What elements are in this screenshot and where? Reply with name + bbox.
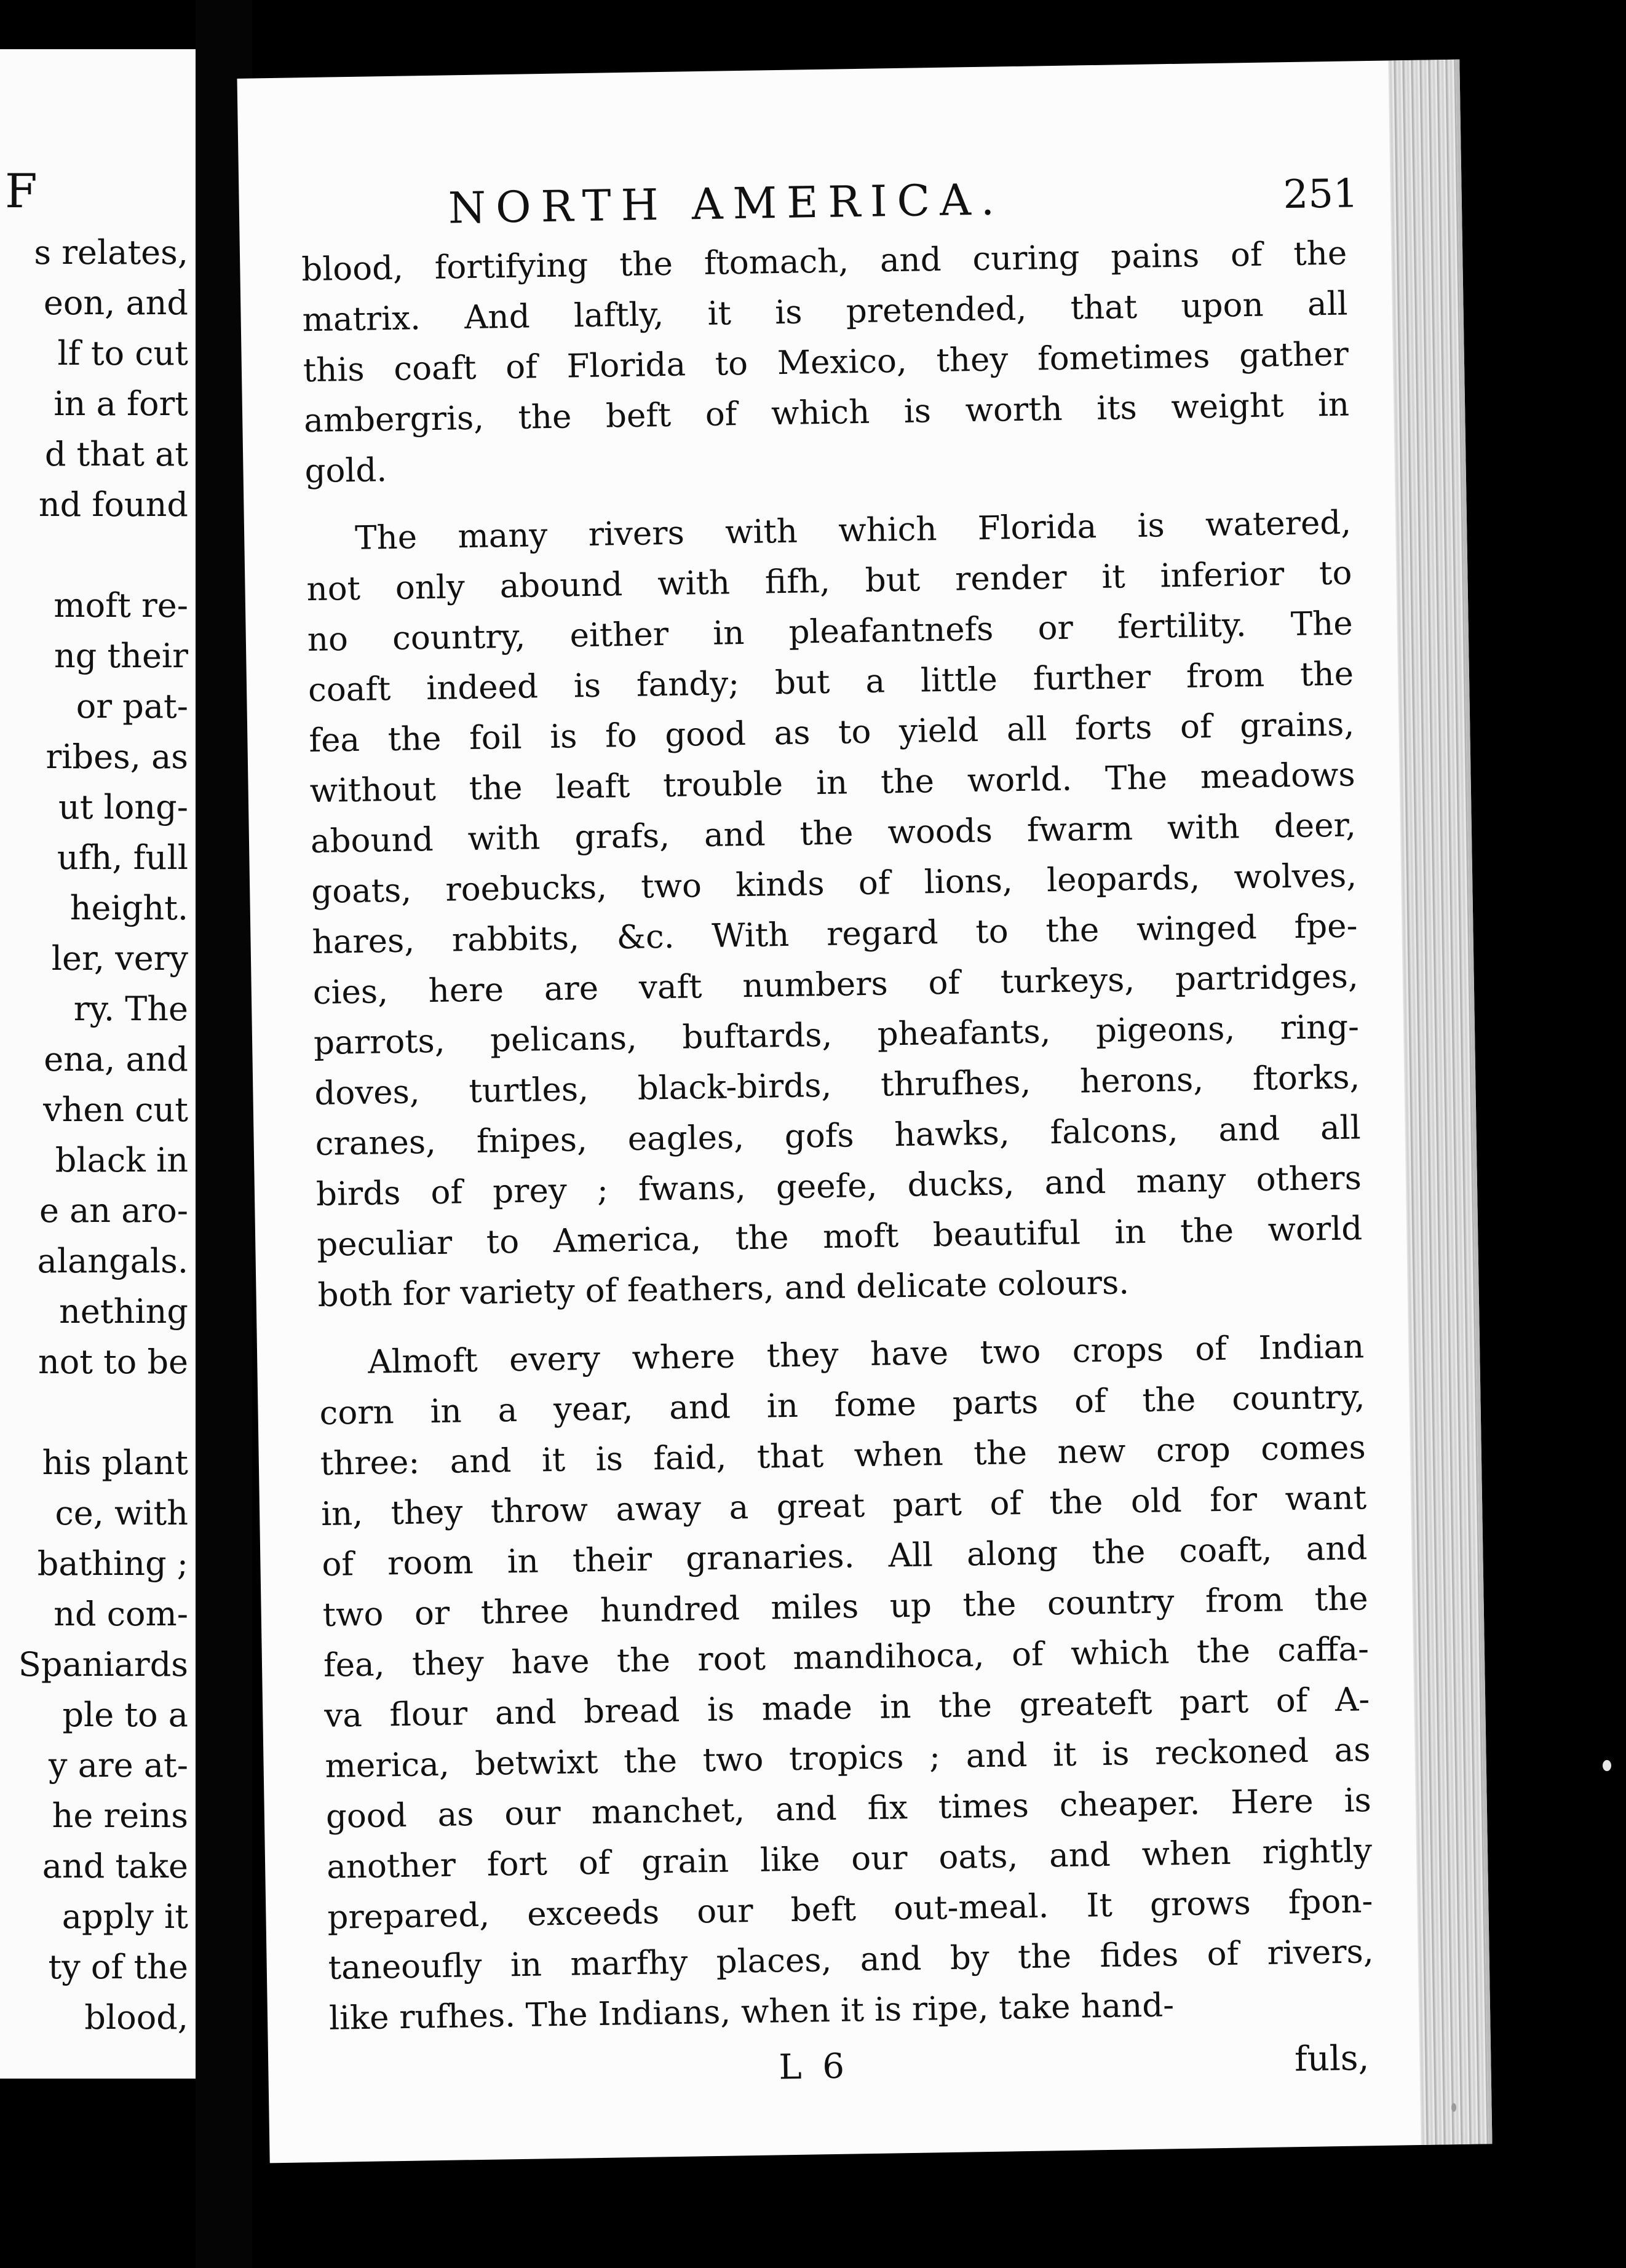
- left-page-line: eon, and: [43, 284, 188, 322]
- text-line: another fort of grain like our oats, and when rightly: [326, 1832, 1373, 1886]
- left-page-line: ng their: [54, 636, 188, 675]
- text-line: coaft indeed is fandy; but a little further from the: [307, 655, 1354, 710]
- scan-speck: [1451, 2103, 1456, 2112]
- paragraph: [306, 498, 1363, 1321]
- left-page-line: bathing ;: [37, 1544, 188, 1583]
- left-page-line: nething: [59, 1292, 188, 1331]
- text-line: this coaft of Florida to Mexico, they fometimes gather: [303, 335, 1349, 390]
- left-page-line: ut long-: [58, 788, 188, 827]
- left-page-line: he reins: [52, 1796, 188, 1835]
- page-251: [237, 60, 1492, 2163]
- paragraph: [301, 229, 1350, 498]
- left-page-line: ler, very: [51, 939, 188, 978]
- text-line: ambergris, the beft of which is worth its weight in: [303, 386, 1350, 440]
- page-edges: [1388, 60, 1488, 2145]
- scan-speck: [1603, 1760, 1611, 1771]
- left-page-line: ena, and: [44, 1040, 188, 1079]
- left-page-line: d that at: [44, 435, 188, 474]
- left-page-line: lf to cut: [57, 334, 188, 373]
- left-page-line: vhen cut: [43, 1090, 188, 1129]
- text-line: goats, roebucks, two kinds of lions, leopards, wolves,: [311, 857, 1357, 911]
- text-line: without the leaft trouble in the world. The meadows: [309, 756, 1355, 811]
- text-line: in, they throw away a great part of the old for want: [320, 1479, 1367, 1533]
- text-line: fea, they have the root mandihoca, of which the caffa-: [323, 1630, 1370, 1684]
- text-line: taneoufly in marfhy places, and by the fides of rivers,: [328, 1933, 1374, 1987]
- left-page-line: apply it: [61, 1897, 188, 1936]
- paragraph: [319, 1322, 1375, 2044]
- text-line: two or three hundred miles up the country from the: [322, 1580, 1369, 1634]
- left-page-line: nd found: [38, 485, 188, 524]
- left-page-line: black in: [55, 1141, 188, 1180]
- left-page-line: in a fort: [54, 384, 188, 423]
- text-line: hares, rabbits, &c. With regard to the winged fpe-: [312, 907, 1358, 962]
- text-line: va flour and bread is made in the greateft part of A-: [323, 1681, 1370, 1735]
- page-number: 251: [1282, 171, 1359, 218]
- text-line: good as our manchet, and fix times cheaper. Here is: [325, 1782, 1372, 1836]
- text-line: prepared, exceeds our beft out-meal. It grows fpon-: [327, 1882, 1373, 1937]
- left-page-line: ce, with: [55, 1494, 188, 1532]
- left-page-line: moft re-: [54, 586, 188, 625]
- left-page-line: height.: [69, 889, 188, 927]
- text-line: both for variety of feathers, and delicate colours.: [317, 1264, 1130, 1315]
- text-line: fea the foil is fo good as to yield all forts of grains,: [308, 705, 1355, 760]
- left-page-line: ple to a: [62, 1695, 188, 1734]
- text-line: three: and it is faid, that when the new crop comes: [320, 1429, 1366, 1483]
- left-page-line: ty of the: [48, 1948, 188, 1986]
- text-line: not only abound with fifh, but render it inferior to: [306, 554, 1352, 609]
- left-page-line: not to be: [38, 1342, 188, 1381]
- text-line: The many rivers with which Florida is watered,: [354, 504, 1352, 557]
- facing-page-left: [0, 49, 196, 2079]
- body-text: [301, 229, 1375, 2044]
- text-line: cranes, fnipes, eagles, gofs hawks, falcons, and all: [315, 1109, 1361, 1164]
- left-page-line: [0, 530, 188, 581]
- left-page-line: and take: [42, 1847, 188, 1885]
- text-line: matrix. And laftly, it is pretended, that upon all: [302, 285, 1348, 339]
- text-line: parrots, pelicans, buftards, pheafants, pigeons, ring-: [313, 1008, 1360, 1063]
- left-page-line: ufh, full: [57, 838, 188, 877]
- text-line: of room in their granaries. All along the coaft, and: [321, 1529, 1368, 1584]
- left-page-line: blood,: [84, 1998, 188, 2037]
- left-page-line: y are at-: [49, 1746, 188, 1785]
- left-page-text: [0, 228, 188, 2043]
- left-page-line: alangals.: [37, 1242, 188, 1280]
- text-line: Almoft every where they have two crops of Indian: [367, 1328, 1365, 1381]
- text-line: cies, here are vaft numbers of turkeys, partridges,: [312, 958, 1359, 1012]
- running-head: [448, 169, 1371, 239]
- left-running-head-fragment: F: [5, 164, 38, 218]
- left-page-line: ribes, as: [46, 737, 188, 776]
- catchword: fuls,: [1294, 2038, 1370, 2080]
- page-footer: [330, 2038, 1376, 2110]
- left-page-line: nd com-: [54, 1595, 188, 1633]
- text-line: birds of prey ; fwans, geefe, ducks, and many others: [315, 1159, 1362, 1214]
- text-line: merica, betwixt the two tropics ; and it is reckoned as: [325, 1731, 1371, 1785]
- left-page-line: s relates,: [34, 233, 188, 272]
- text-line: doves, turtles, black-birds, thrufhes, herons, ftorks,: [314, 1058, 1360, 1113]
- text-line: abound with grafs, and the woods fwarm with deer,: [310, 806, 1357, 861]
- text-line: peculiar to America, the moft beautiful in the world: [316, 1210, 1363, 1264]
- left-page-line: ry. The: [73, 989, 188, 1028]
- left-page-line: or pat-: [76, 687, 188, 726]
- left-page-line: e an aro-: [39, 1191, 188, 1230]
- text-line: no country, either in pleafantnefs or fertility. The: [307, 605, 1354, 659]
- text-line: like rufhes. The Indians, when it is ripe, take hand-: [328, 1986, 1175, 2037]
- running-head-title: NORTH AMERICA.: [448, 174, 1005, 234]
- left-page-line: his plant: [42, 1443, 188, 1482]
- text-line: corn in a year, and in fome parts of the country,: [319, 1378, 1365, 1432]
- left-page-line: [0, 1387, 188, 1438]
- text-line: gold.: [304, 451, 387, 491]
- signature-mark: L 6: [778, 2046, 850, 2088]
- text-line: blood, fortifying the ftomach, and curing pains of the: [301, 234, 1347, 289]
- left-page-line: Spaniards: [18, 1645, 188, 1684]
